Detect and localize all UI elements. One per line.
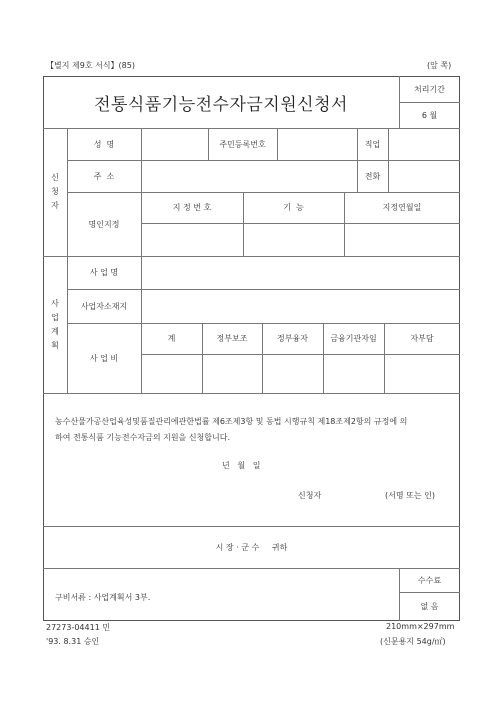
designation-number-field[interactable] (142, 224, 242, 255)
phone-label: 전화 (364, 171, 381, 181)
skill-label: 기 능 (283, 203, 304, 212)
processing-period-value: 6 월 (421, 110, 438, 120)
statement-line-1: 농수산물가공산업육성및품질관리에관한법률 제6조제3항 및 동법 시행규칙 제18조제2항의 규정에 의 (55, 417, 408, 426)
skill-field[interactable] (244, 224, 343, 255)
cost-loan-field[interactable] (263, 355, 322, 392)
required-documents: 구비서류 : 사업계획서 3부. (55, 593, 151, 602)
business-name-field[interactable] (142, 257, 459, 288)
rrn-field[interactable] (278, 129, 356, 159)
address-label: 주 소 (93, 171, 115, 181)
rule (43, 568, 460, 569)
designation-number-label: 지 정 번 호 (172, 203, 212, 212)
cost-column-financial-institution: 금융기관자임 (330, 334, 377, 343)
applicant-signature-label: 신청자 (298, 491, 322, 500)
statement-line-2: 하여 전통식품 기능전수자금의 지원을 신청합니다. (55, 433, 231, 442)
occupation-label: 직업 (364, 139, 381, 149)
rrn-label: 주민등록번호 (219, 139, 266, 149)
business-cost-label: 사 업 비 (89, 353, 119, 363)
form-code: 27273-04411 민 (46, 623, 111, 632)
cost-column-self-funded: 자부담 (410, 334, 434, 343)
business-name-label: 사 업 명 (89, 268, 119, 277)
paper-type: (신문용지 54g/㎡) (380, 637, 446, 646)
form-title: 전통식품기능전수자금지원신청서 (94, 94, 348, 115)
occupation-field[interactable] (389, 129, 459, 159)
fee-value: 없 음 (420, 602, 439, 611)
processing-period-label: 처리기간 (414, 84, 445, 94)
business-location-label: 사업자소재지 (80, 301, 128, 311)
phone-field[interactable] (389, 161, 459, 191)
cost-self-funded-field[interactable] (385, 355, 459, 392)
cost-total-field[interactable] (142, 355, 201, 392)
form-number: 【별지 제9호 서식】(85) (46, 61, 135, 70)
paper-size: 210mm×297mm (386, 622, 455, 631)
rule (43, 393, 460, 394)
signature-or-seal: (서명 또는 인) (385, 491, 435, 500)
cost-column-total: 계 (167, 334, 176, 343)
cost-column-government-subsidy: 정부보조 (216, 334, 248, 343)
date-line: 년 월 일 (222, 461, 261, 470)
business-plan-section-label: 사 업 계 획 (51, 298, 59, 350)
cost-subsidy-field[interactable] (203, 355, 261, 392)
name-field[interactable] (142, 129, 207, 159)
business-location-field[interactable] (142, 290, 459, 322)
cost-column-government-loan: 정부융자 (277, 334, 308, 343)
name-label: 성 명 (93, 139, 115, 149)
page-side-label: (앞 쪽) (427, 61, 452, 70)
approval-date: '93. 8.31 승인 (46, 637, 100, 646)
designation-date-label: 지정연월일 (382, 203, 422, 212)
applicant-section-label: 신 청 자 (51, 173, 59, 210)
designation-date-field[interactable] (345, 224, 459, 255)
addressee: 시 장 · 군 수 귀하 (215, 542, 288, 552)
master-designation-label: 명인지정 (88, 219, 120, 229)
fee-label: 수수료 (417, 575, 442, 585)
cost-financial-field[interactable] (324, 355, 383, 392)
address-field[interactable] (142, 161, 356, 191)
